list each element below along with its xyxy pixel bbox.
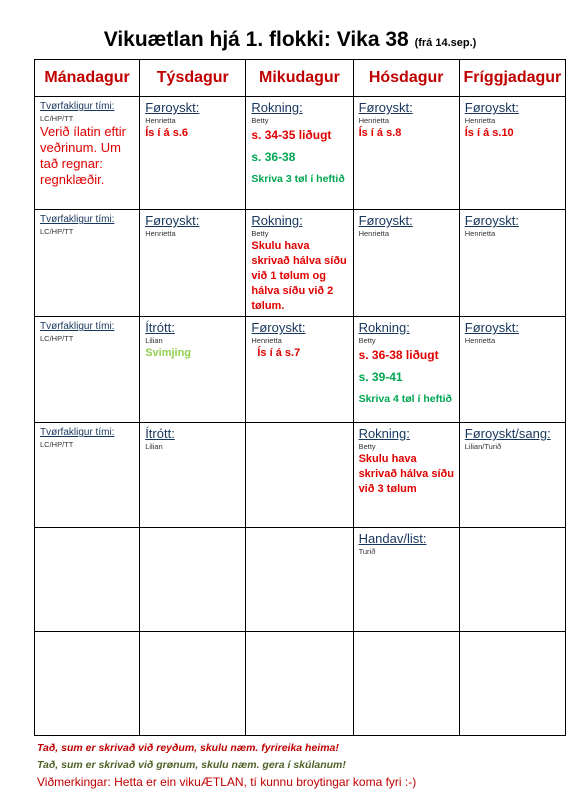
teacher-label: Henrietta xyxy=(358,116,389,125)
cell-tue-2 xyxy=(140,210,246,317)
homework-task: s. 36-38 liðugt xyxy=(358,348,439,362)
cell-thu-5 xyxy=(353,528,459,632)
subject-label: Rokning: xyxy=(251,213,303,228)
subject-label: Føroyskt: xyxy=(358,213,413,228)
teacher-label: Henrietta xyxy=(145,116,176,125)
teacher-label: Henrietta xyxy=(464,336,496,345)
teacher-label: Betty xyxy=(358,442,376,451)
school-task: Skriva 3 tøl í heftið xyxy=(251,173,345,185)
teacher-label: Turið xyxy=(358,547,376,556)
cell-wed-5 xyxy=(246,528,353,632)
subject-label: Føroyskt: xyxy=(251,320,306,335)
day-header-monday: Mánadagur xyxy=(35,60,140,97)
cell-thu-4 xyxy=(353,423,459,528)
week-schedule-table xyxy=(34,59,566,736)
homework-task: s. 34-35 liðugt xyxy=(251,128,332,142)
teacher-label: Henrietta xyxy=(464,116,496,125)
subject-label: Føroyskt: xyxy=(464,100,519,115)
remarks-note: Viðmerkingar: Hetta er ein vikuÆTLAN, tí kunnu broytingar koma fyri :-) xyxy=(37,775,417,789)
teacher-label: LC/HP/TT xyxy=(40,334,74,343)
cell-thu-3 xyxy=(353,317,459,423)
day-header-row xyxy=(35,60,566,97)
day-header-wednesday: Mikudagur xyxy=(246,60,353,97)
teacher-label: Lilian/Turið xyxy=(464,442,502,451)
cell-fri-1 xyxy=(459,97,565,210)
cell-mon-5 xyxy=(35,528,140,632)
cell-fri-4 xyxy=(459,423,565,528)
table-row xyxy=(35,210,566,317)
cell-fri-2 xyxy=(459,210,565,317)
school-task: Svimjing xyxy=(145,347,192,359)
teacher-label: LC/HP/TT xyxy=(40,227,74,236)
school-task: s. 36-38 xyxy=(251,150,296,164)
cell-tue-6 xyxy=(140,632,246,736)
legend-green-note: Tað, sum er skrivað við grønum, skulu næm. gera í skúlanum! xyxy=(37,759,346,771)
homework-task: Ís í á s.10 xyxy=(464,127,514,139)
day-header-thursday: Hósdagur xyxy=(353,60,459,97)
cell-tue-1 xyxy=(140,97,246,210)
subject-label: Føroyskt: xyxy=(145,213,200,228)
homework-task: Skulu hava skrivað hálva síðu við 3 tølum xyxy=(358,453,454,495)
cell-thu-6 xyxy=(353,632,459,736)
page-subtitle: (frá 14.sep.) xyxy=(414,37,477,49)
teacher-label: Henrietta xyxy=(251,336,282,345)
teacher-label: Henrietta xyxy=(358,229,389,238)
cell-mon-3 xyxy=(35,317,140,423)
subject-label: Rokning: xyxy=(251,100,303,115)
page-title: Vikuætlan hjá 1. flokki: Vika 38 (frá 14.sep.) xyxy=(103,28,477,51)
subject-label: Føroyskt: xyxy=(464,320,519,335)
cell-thu-2 xyxy=(353,210,459,317)
homework-task: Ís í á s.8 xyxy=(358,127,402,139)
cell-mon-1 xyxy=(35,97,140,210)
cell-tue-4 xyxy=(140,423,246,528)
subject-label: Ítrótt: xyxy=(145,320,175,335)
teacher-label: LC/HP/TT xyxy=(40,440,74,449)
cell-mon-6 xyxy=(35,632,140,736)
subject-label: Tvørfakligur tími: xyxy=(40,427,115,438)
cell-tue-5 xyxy=(140,528,246,632)
cell-fri-6 xyxy=(459,632,565,736)
teacher-label: Lilian xyxy=(145,442,163,451)
table-row xyxy=(35,632,566,736)
teacher-label: Betty xyxy=(251,116,269,125)
subject-label: Føroyskt: xyxy=(358,100,413,115)
cell-wed-3 xyxy=(246,317,353,423)
cell-wed-6 xyxy=(246,632,353,736)
subject-label: Tvørfakligur tími: xyxy=(40,101,115,112)
subject-label: Ítrótt: xyxy=(145,426,175,441)
cell-wed-2 xyxy=(246,210,353,317)
subject-label: Føroyskt: xyxy=(464,213,519,228)
table-row xyxy=(35,97,566,210)
subject-label: Tvørfakligur tími: xyxy=(40,214,115,225)
table-row xyxy=(35,528,566,632)
teacher-label: LC/HP/TT xyxy=(40,114,74,123)
table-row xyxy=(35,317,566,423)
day-header-friday: Fríggjadagur xyxy=(459,60,565,97)
cell-thu-1 xyxy=(353,97,459,210)
cell-tue-3 xyxy=(140,317,246,423)
subject-label: Rokning: xyxy=(358,426,410,441)
teacher-label: Betty xyxy=(251,229,269,238)
homework-task: Skulu hava skrivað hálva síðu við 1 tølum og hálva síðu við 2 tølum. xyxy=(251,240,347,312)
cell-fri-3 xyxy=(459,317,565,423)
cell-fri-5 xyxy=(459,528,565,632)
subject-label: Handav/list: xyxy=(358,531,427,546)
subject-label: Føroyskt: xyxy=(145,100,200,115)
teacher-label: Henrietta xyxy=(464,229,496,238)
school-task: s. 39-41 xyxy=(358,370,403,384)
homework-task: Ís í á s.7 xyxy=(257,347,301,359)
homework-task: Ís í á s.6 xyxy=(145,127,188,139)
teacher-label: Lilian xyxy=(145,336,163,345)
cell-wed-4 xyxy=(246,423,353,528)
teacher-label: Betty xyxy=(358,336,376,345)
teacher-label: Henrietta xyxy=(145,229,176,238)
subject-label: Tvørfakligur tími: xyxy=(40,321,115,332)
cell-wed-1 xyxy=(246,97,353,210)
subject-label: Rokning: xyxy=(358,320,410,335)
subject-label: Føroyskt/sang: xyxy=(464,426,551,441)
cell-mon-2 xyxy=(35,210,140,317)
table-row xyxy=(35,423,566,528)
cell-mon-4 xyxy=(35,423,140,528)
legend-red-note: Tað, sum er skrivað við reyðum, skulu næm. fyrireika heima! xyxy=(37,742,339,754)
school-task: Skriva 4 tøl í heftið xyxy=(358,393,452,405)
homework-note: Verið ílatin eftir veðrinum. Um tað regnar: regnklæðir. xyxy=(40,124,126,187)
day-header-tuesday: Týsdagur xyxy=(140,60,246,97)
